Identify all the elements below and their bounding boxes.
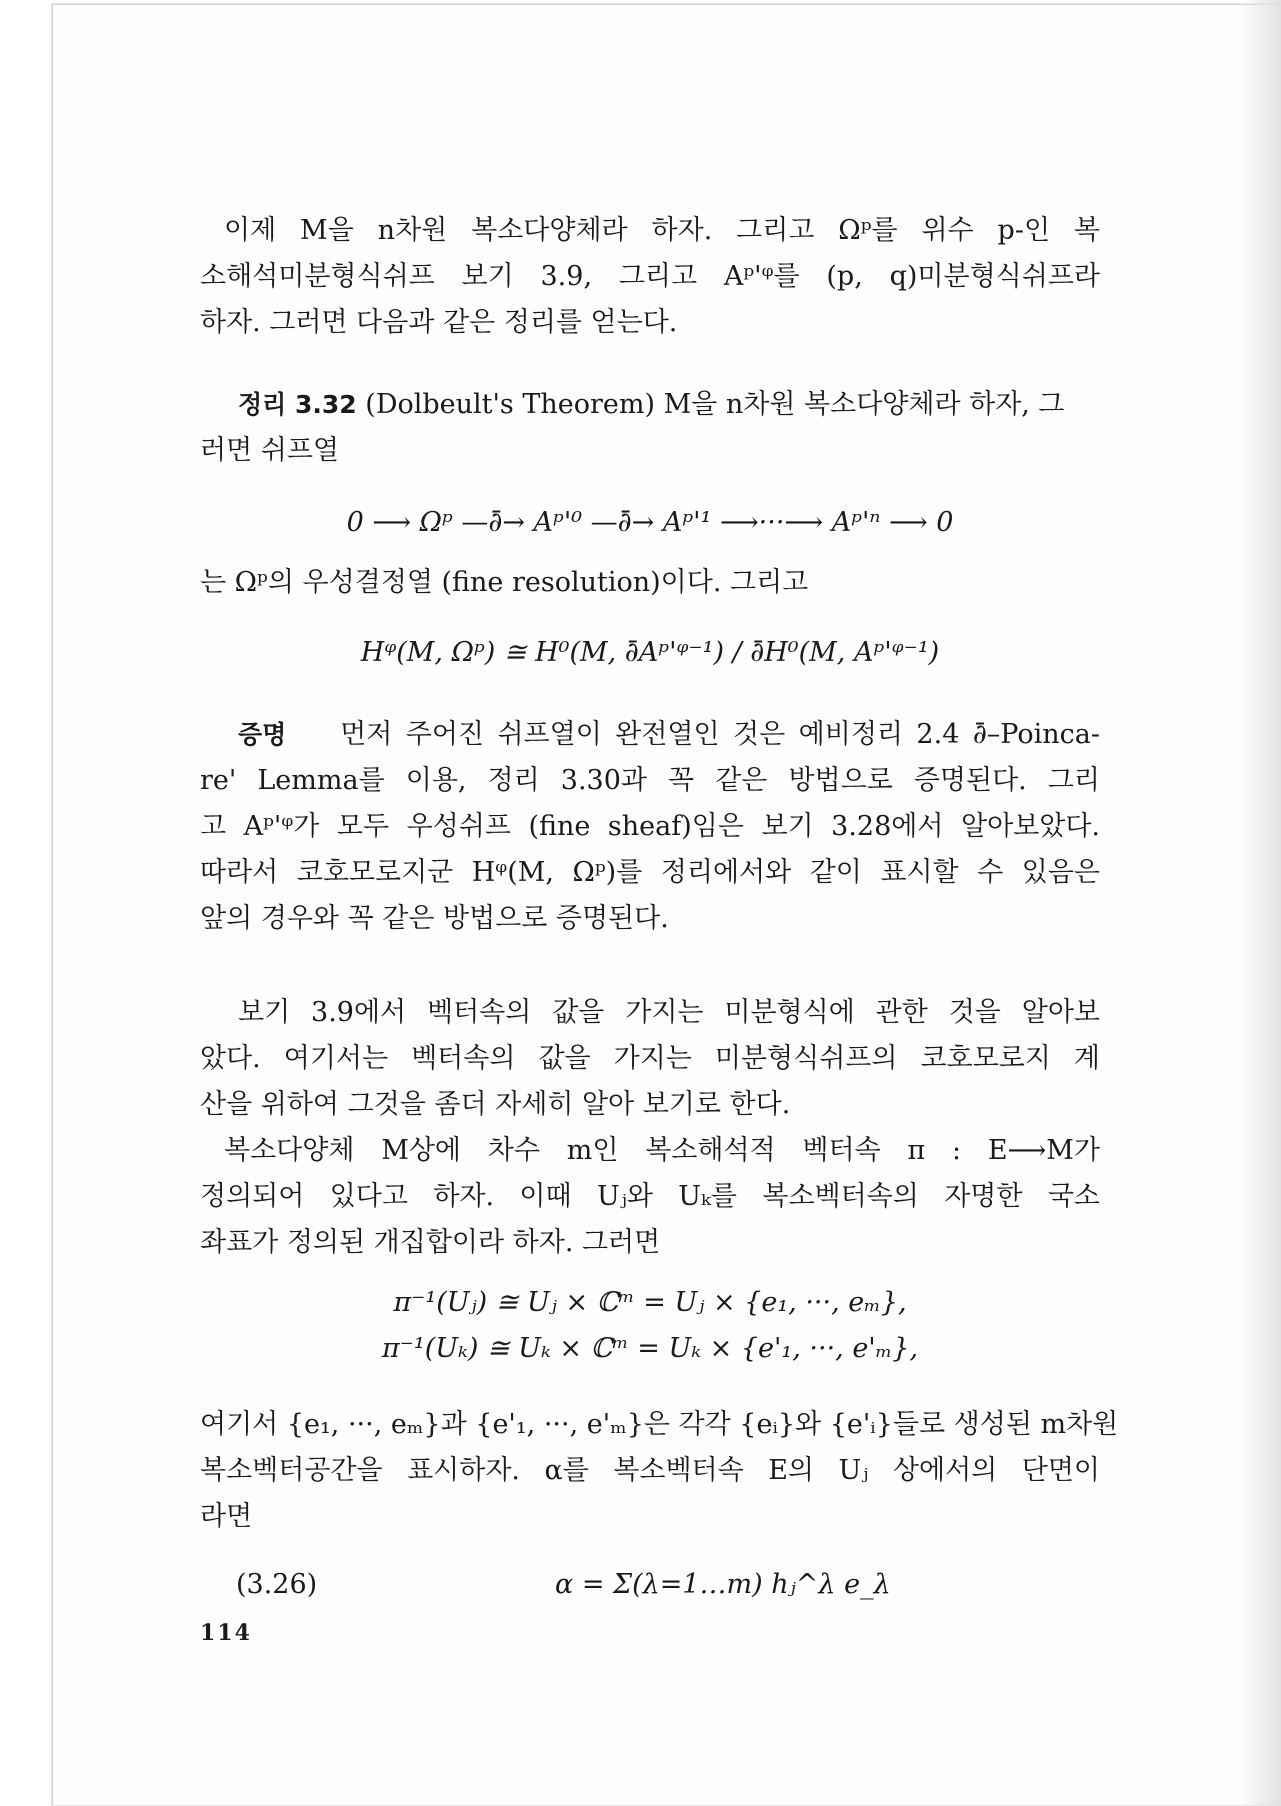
theorem-line-2: 러면 쉬프열 [200, 435, 339, 466]
closing-line-2: 복소벡터공간을 표시하자. α를 복소벡터속 E의 Uⱼ 상에서의 단면이 [200, 1455, 1100, 1486]
proof-label: 증명 [238, 720, 287, 749]
vector-line-5: 정의되어 있다고 하자. 이때 Uⱼ와 Uₖ를 복소벡터속의 자명한 국소 [200, 1181, 1100, 1212]
vector-line-3: 산을 위하여 그것을 좀더 자세히 알아 보기로 한다. [200, 1089, 791, 1120]
theorem-line-1: (Dolbeult's Theorem) M을 n차원 복소다양체라 하자, 그 [365, 389, 1065, 420]
sheaf-sequence: 0 ⟶ Ωᵖ —∂̄→ Aᵖ'⁰ —∂̄→ Aᵖ'¹ ⟶···⟶ Aᵖ'ⁿ ⟶ 0 [346, 507, 954, 538]
theorem-label: 정리 3.32 [238, 390, 357, 419]
page-fold-shadow [1241, 0, 1281, 1806]
trivialization-j: π⁻¹(Uⱼ) ≅ Uⱼ × ℂᵐ = Uⱼ × {e₁, ···, eₘ}, [393, 1287, 907, 1318]
vector-line-4: 복소다양체 M상에 차수 m인 복소해석적 벡터속 π : E⟶M가 [224, 1135, 1100, 1166]
proof-header [200, 712, 1100, 758]
intro-line-1: 이제 M을 n차원 복소다양체라 하자. 그리고 Ωᵖ를 위수 p-인 복 [224, 215, 1100, 246]
closing-line-1: 여기서 {e₁, ···, eₘ}과 {e'₁, ···, e'ₘ}은 각각 {eᵢ}와 {e'ᵢ}들로 생성된 m차원 [200, 1409, 1119, 1440]
cohomology-isomorphism: Hᵠ(M, Ωᵖ) ≅ H⁰(M, ∂̄Aᵖ'ᵠ⁻¹) / ∂̄H⁰(M, Aᵖ'ᵠ⁻¹) [360, 637, 940, 668]
proof-line-4: 따라서 코호모로지군 Hᵠ(M, Ωᵖ)를 정리에서와 같이 표시할 수 있음은 [200, 857, 1100, 888]
proof-line-1: 먼저 주어진 쉬프열이 완전열인 것은 예비정리 2.4 ∂̄–Poinca- [340, 719, 1100, 750]
intro-line-3: 하자. 그러면 다음과 같은 정리를 얻는다. [200, 307, 678, 338]
proof-line-3: 고 Aᵖ'ᵠ가 모두 우성쉬프 (fine sheaf)임은 보기 3.28에서 알아보았다. [200, 811, 1100, 842]
equation-sum: α = Σ(λ=1…m) hⱼ^λ e_λ [555, 1569, 891, 1600]
intro-line-2: 소해석미분형식쉬프 보기 3.9, 그리고 Aᵖ'ᵠ를 (p, q)미분형식쉬프라 [200, 261, 1100, 292]
page-number: 114 [200, 1620, 252, 1646]
closing-line-3: 라면 [200, 1501, 253, 1532]
trivialization-k: π⁻¹(Uₖ) ≅ Uₖ × ℂᵐ = Uₖ × {e'₁, ···, e'ₘ}, [381, 1333, 919, 1364]
equation-number: (3.26) [236, 1569, 318, 1600]
vector-line-1: 보기 3.9에서 벡터속의 값을 가지는 미분형식에 관한 것을 알아보 [238, 997, 1100, 1028]
theorem-header [200, 382, 1100, 428]
after-sequence-text: 는 Ωᵖ의 우성결정열 (fine resolution)이다. 그리고 [200, 567, 809, 598]
vector-line-2: 았다. 여기서는 벡터속의 값을 가지는 미분형식쉬프의 코호모로지 계 [200, 1043, 1100, 1074]
proof-line-5: 앞의 경우와 꼭 같은 방법으로 증명된다. [200, 903, 669, 934]
vector-line-6: 좌표가 정의된 개집합이라 하자. 그러면 [200, 1227, 661, 1258]
proof-line-2: re' Lemma를 이용, 정리 3.30과 꼭 같은 방법으로 증명된다. 그리 [200, 765, 1100, 796]
